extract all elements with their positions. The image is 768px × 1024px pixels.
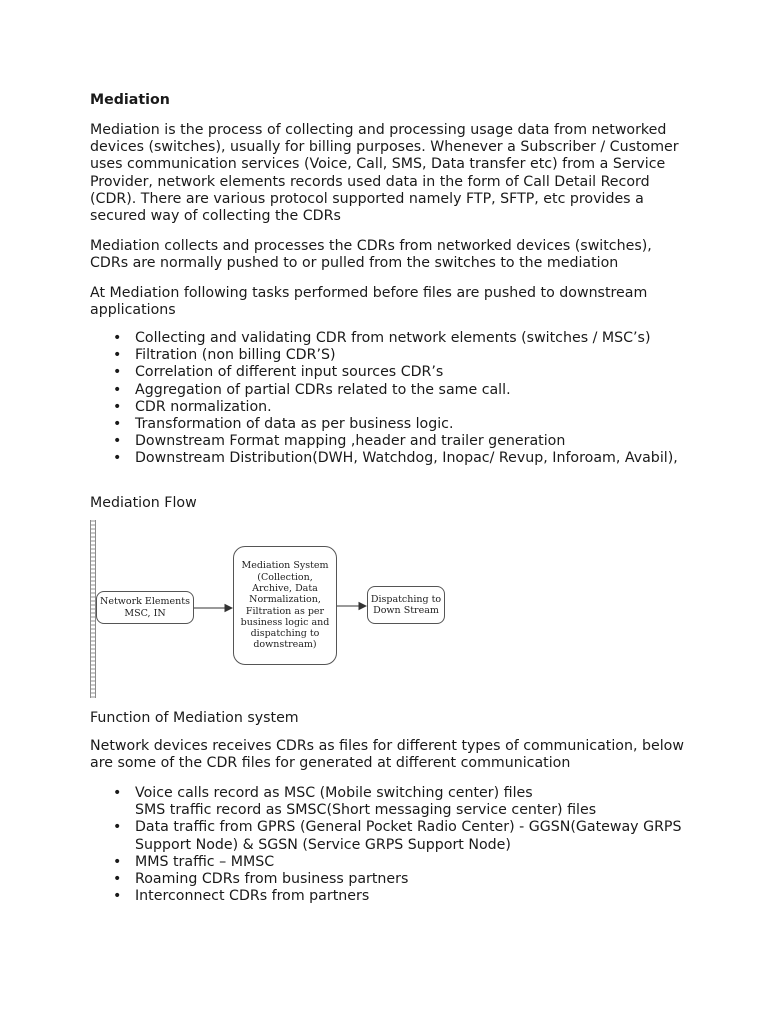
text-line: Mediation collects and processes the CDRs from networked devices (switches), — [90, 238, 652, 254]
cdr-types-list — [90, 785, 690, 905]
list-item — [90, 854, 690, 871]
flow-title: Mediation Flow — [90, 495, 197, 511]
list-item: • Downstream Distribution(DWH, Watchdog, Inopac/ Revup, Inforoam, Avabil), — [90, 450, 690, 467]
text-line: are some of the CDR files for generated at different communication — [90, 755, 571, 772]
text-line: • Interconnect CDRs from partners — [135, 888, 370, 905]
list-item: • CDR normalization. — [90, 399, 690, 416]
list-item — [90, 819, 690, 853]
page-title: Mediation — [90, 92, 170, 108]
tasks-intro-paragraph — [90, 285, 690, 319]
text-line: At Mediation following tasks performed before files are pushed to downstream — [90, 285, 648, 301]
list-item: • Downstream Format mapping ,header and trailer generation — [90, 433, 690, 450]
dispatching-box: Dispatching to Down Stream — [367, 586, 445, 624]
text-line: devices (switches), usually for billing purposes. Whenever a Subscriber / Customer — [90, 139, 679, 156]
list-item: • Transformation of data as per business logic. — [90, 416, 690, 433]
network-elements-box: Network Elements MSC, IN — [96, 591, 194, 624]
text-line: (CDR). There are various protocol supported namely FTP, SFTP, etc provides a — [90, 190, 644, 207]
list-item: • Correlation of different input sources CDR’s — [90, 364, 690, 381]
mediation-flow-diagram — [88, 520, 468, 700]
list-item — [90, 871, 690, 888]
list-item: • Filtration (non billing CDR’S) — [90, 347, 690, 364]
function-title: Function of Mediation system — [90, 710, 299, 726]
text-line: CDRs are normally pushed to or pulled from the switches to the mediation — [90, 255, 619, 272]
text-line: • MMS traffic – MMSC — [135, 853, 275, 870]
text-line: Provider, network elements records used data in the form of Call Detail Record — [90, 173, 650, 190]
mediation-system-box: Mediation System (Collection, Archive, Data Normalization, Filtration as per business logic and dispatching to downstream) — [233, 546, 337, 665]
text-line: SMS traffic record as SMSC(Short messaging service center) files — [135, 802, 597, 819]
list-item — [90, 888, 690, 905]
list-item: • Aggregation of partial CDRs related to the same call. — [90, 382, 690, 399]
tasks-list — [90, 330, 690, 468]
text-line: • Voice calls record as MSC (Mobile switching center) files — [135, 785, 533, 801]
text-line: • Roaming CDRs from business partners — [135, 871, 409, 888]
list-item: • Collecting and validating CDR from network elements (switches / MSC’s) — [90, 330, 690, 347]
text-line: uses communication services (Voice, Call, SMS, Data transfer etc) from a Service — [90, 156, 666, 173]
text-line: applications — [90, 302, 176, 319]
text-line: Mediation is the process of collecting and processing usage data from networked — [90, 122, 667, 138]
text-line: Support Node) & SGSN (Service GRPS Support Node) — [135, 836, 511, 853]
list-item — [90, 785, 690, 819]
text-line: Network devices receives CDRs as files for different types of communication, below — [90, 738, 684, 754]
text-line: secured way of collecting the CDRs — [90, 208, 341, 225]
intro-paragraph — [90, 122, 690, 225]
function-paragraph — [90, 738, 690, 772]
text-line: • Data traffic from GPRS (General Pocket Radio Center) - GGSN(Gateway GRPS — [135, 819, 682, 836]
collects-paragraph — [90, 238, 690, 272]
